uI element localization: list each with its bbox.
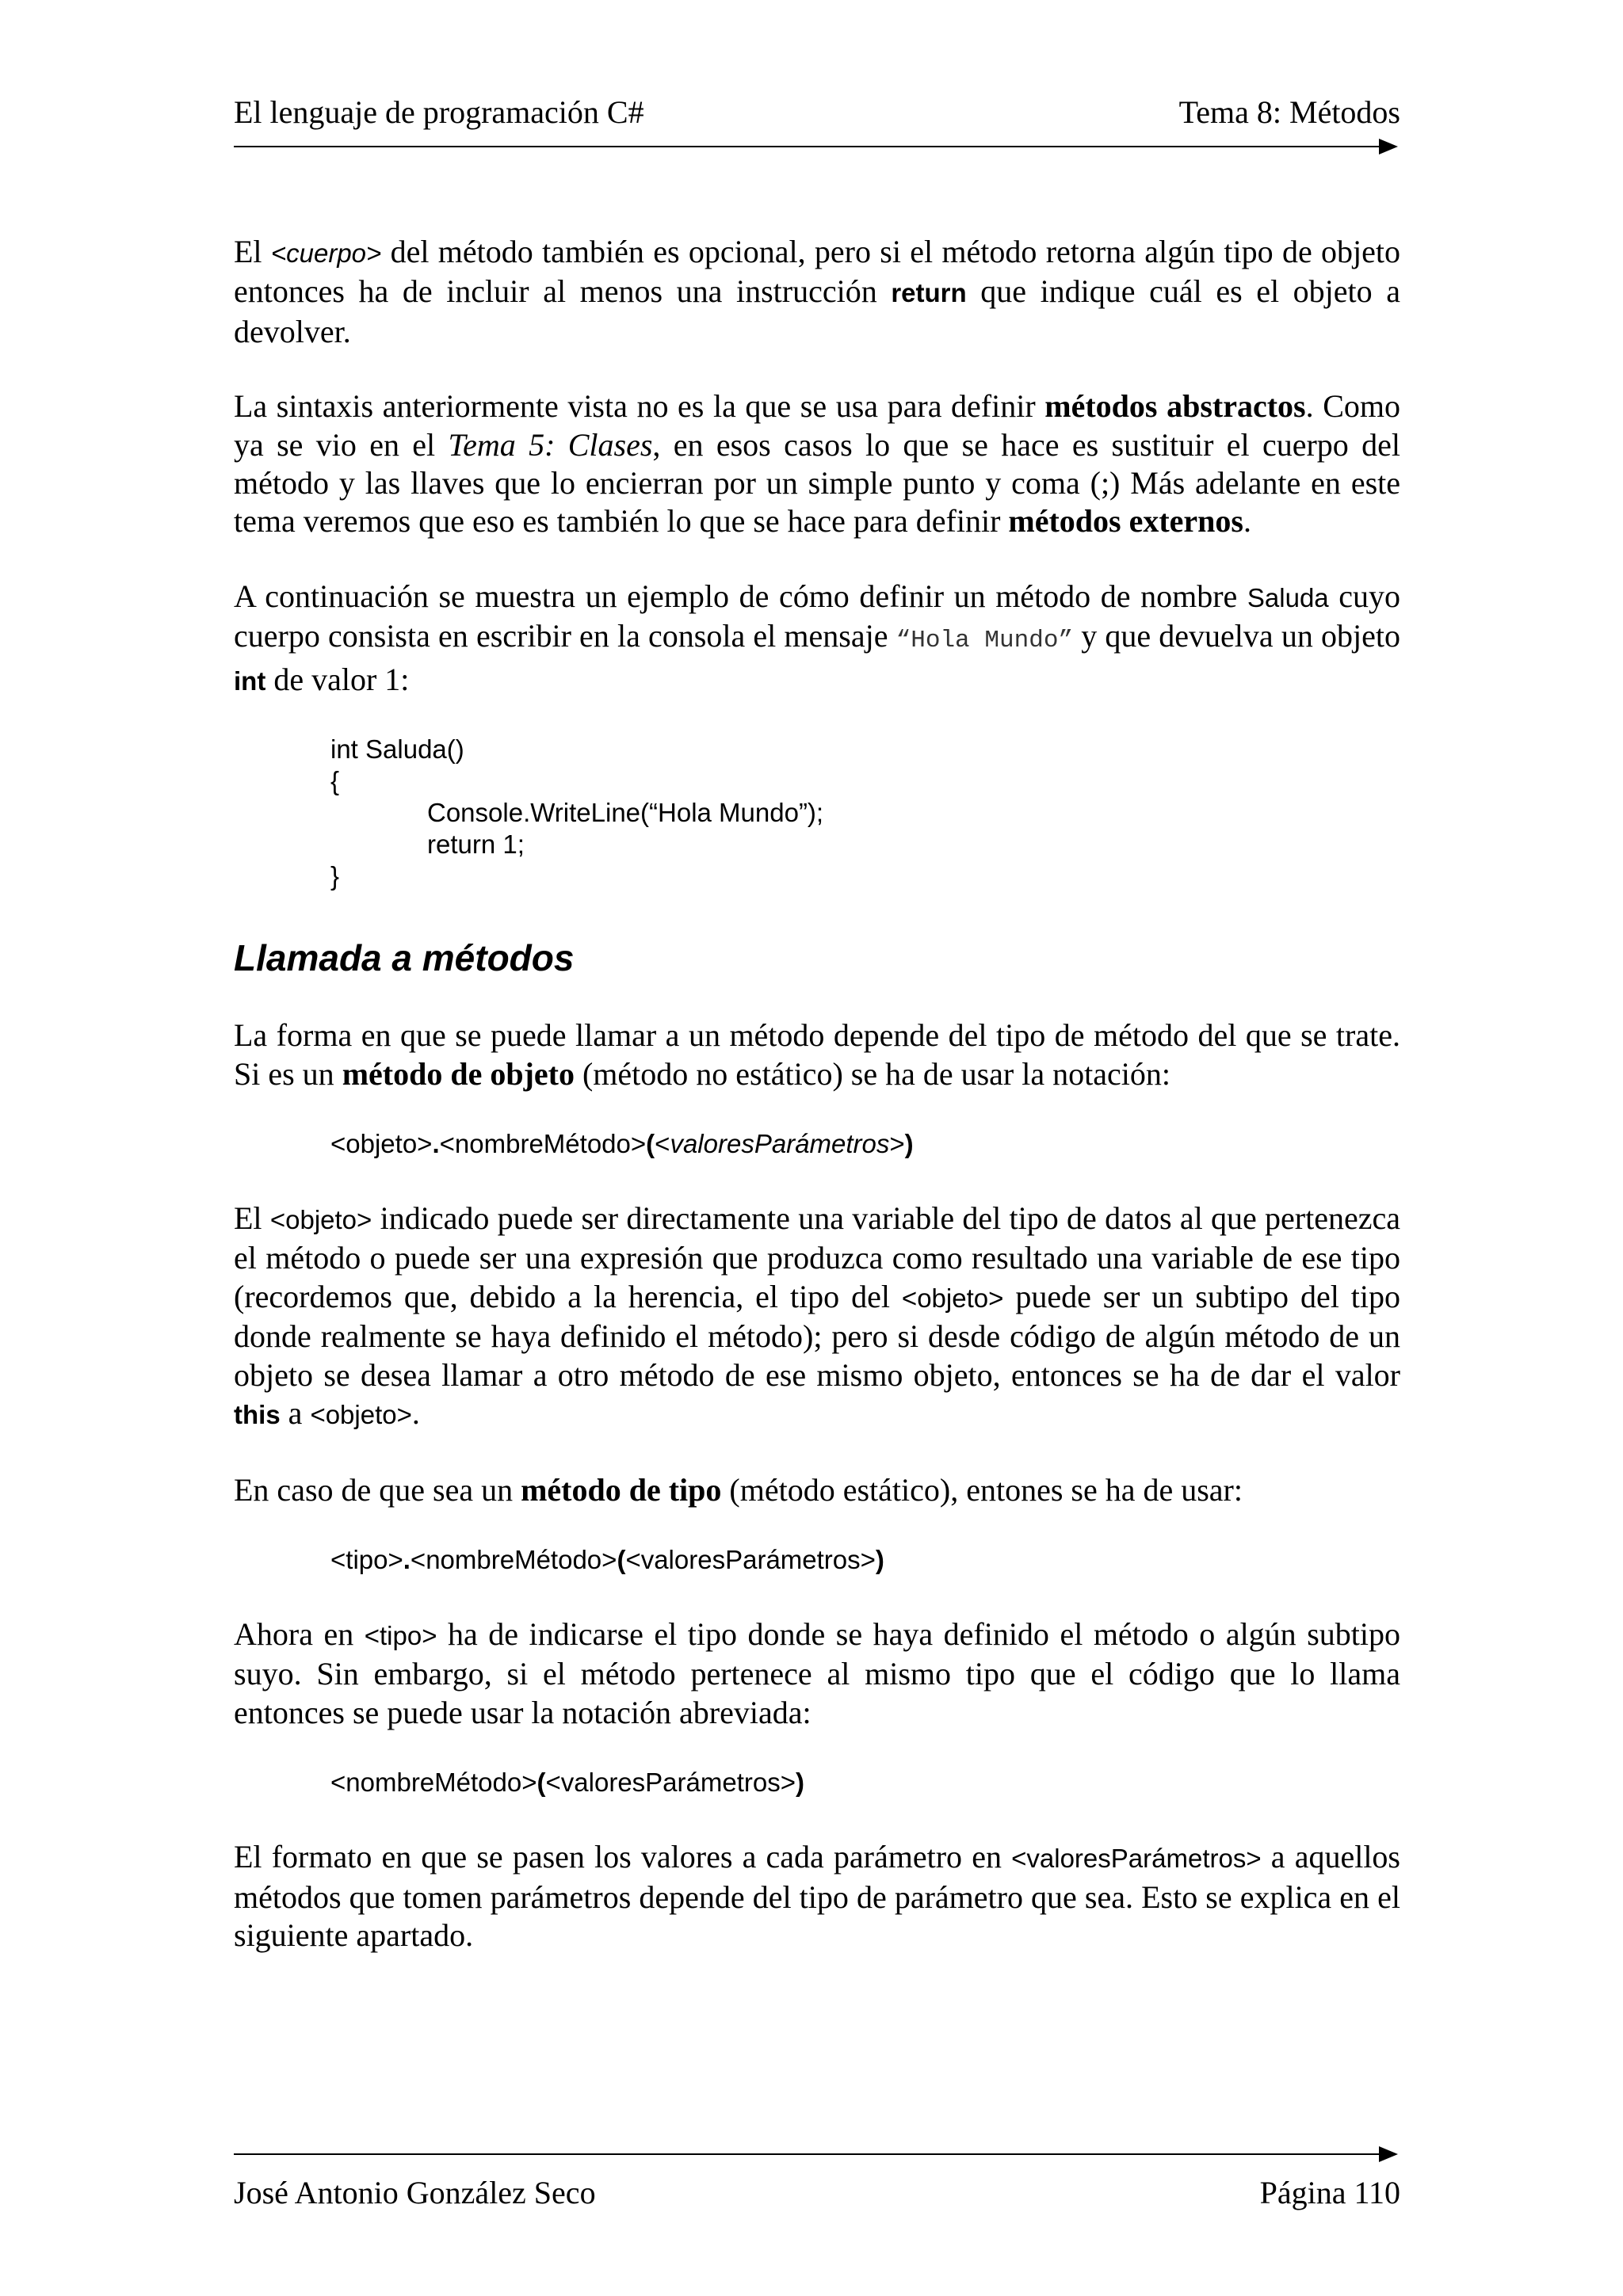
page-header bbox=[234, 94, 1400, 130]
code-line: { bbox=[330, 766, 340, 796]
code-term: <tipo> bbox=[364, 1620, 437, 1650]
syntax-object-call: <objeto>.<nombreMétodo>(<valoresParámetros>) bbox=[330, 1129, 914, 1159]
paragraph-abbreviated: Ahora en <tipo> ha de indicarse el tipo donde se haya definido el método o algún subtipo suyo. Sin embargo, si el método pertenece al mismo tipo que el código que lo llama entonces se puede usar la notación abreviada: bbox=[234, 1615, 1400, 1730]
code-term: return bbox=[891, 278, 967, 308]
code-line: } bbox=[330, 861, 340, 891]
paragraph-call-forms: La forma en que se puede llamar a un método depende del tipo de método del que se trate. Si es un método de objeto (método no estático) se ha de usar la notación: bbox=[234, 1017, 1400, 1092]
header-chapter: Tema 8: Métodos bbox=[1178, 94, 1400, 130]
code-line: int Saluda() bbox=[330, 734, 464, 765]
code-term: <objeto> bbox=[269, 1205, 372, 1235]
paragraph-cuerpo: El <cuerpo> del método también es opcional, pero si el método retorna algún tipo de objeto entonces ha de incluir al menos una instrucción return que indique cuál es el objeto a devolver. bbox=[234, 234, 1401, 349]
footer-author: José Antonio González Seco bbox=[234, 2175, 596, 2210]
code-line: Console.WriteLine(“Hola Mundo”); bbox=[427, 798, 824, 828]
code-term: “Hola Mundo” bbox=[896, 627, 1074, 655]
code-term: this bbox=[234, 1400, 281, 1430]
code-term: <objeto> bbox=[901, 1283, 1004, 1313]
header-arrow-icon bbox=[1379, 139, 1398, 154]
page-content bbox=[234, 233, 1400, 1991]
paragraph-abstract-methods: La sintaxis anteriormente vista no es la que se usa para definir métodos abstractos. Como ya se vio en el Tema 5: Clases, en esos casos lo que se hace es sustituir el cuerpo del método y las llaves que lo encierran por un simple punto y coma (;) Más adelante en este tema veremos que eso es también lo que se hace para definir métodos externos. bbox=[234, 388, 1401, 540]
paragraph-example-intro: A continuación se muestra un ejemplo de cómo definir un método de nombre Saluda cuyo cuerpo consista en escribir en la consola el mensaje “Hola Mundo” y que devuelva un objeto int de valor 1: bbox=[234, 578, 1400, 697]
code-term: <objeto> bbox=[310, 1400, 412, 1430]
footer-arrow-icon bbox=[1379, 2146, 1398, 2162]
footer-page-number: Página 110 bbox=[1259, 2175, 1400, 2210]
header-book-title: El lenguaje de programación C# bbox=[234, 94, 644, 130]
page-footer bbox=[234, 2177, 1400, 2209]
footer-rule bbox=[234, 2153, 1381, 2155]
syntax-short-call: <nombreMétodo>(<valoresParámetros>) bbox=[330, 1768, 804, 1798]
paragraph-object-explained: El <objeto> indicado puede ser directamente una variable del tipo de datos al que pertenezca el método o puede ser una expresión que produzca como resultado una variable de ese tipo (recordemos que, debido a la herencia, el tipo del <objeto> puede ser un subtipo del tipo donde realmente se haya definido el método); pero si desde código de algún método de un objeto se desea llamar a otro método de ese mismo objeto, entonces se ha de dar el valor this a <objeto>. bbox=[234, 1200, 1400, 1432]
syntax-type-call: <tipo>.<nombreMétodo>(<valoresParámetros>) bbox=[330, 1544, 884, 1574]
code-term: Saluda bbox=[1247, 582, 1329, 612]
paragraph-parameter-format: El formato en que se pasen los valores a cada parámetro en <valoresParámetros> a aquellos métodos que tomen parámetros depende del tipo de parámetro que sea. Esto se explica en el siguiente apartado. bbox=[234, 1839, 1400, 1953]
code-term: <valoresParámetros> bbox=[1011, 1844, 1262, 1874]
section-title: Llamada a métodos bbox=[234, 937, 575, 979]
code-block bbox=[330, 734, 1400, 892]
code-term: int bbox=[234, 666, 266, 696]
paragraph-type-method: En caso de que sea un método de tipo (método estático), entones se ha de usar: bbox=[234, 1471, 1243, 1508]
header-rule bbox=[234, 146, 1381, 147]
code-term: <cuerpo> bbox=[270, 238, 382, 268]
code-line: return 1; bbox=[427, 830, 525, 860]
